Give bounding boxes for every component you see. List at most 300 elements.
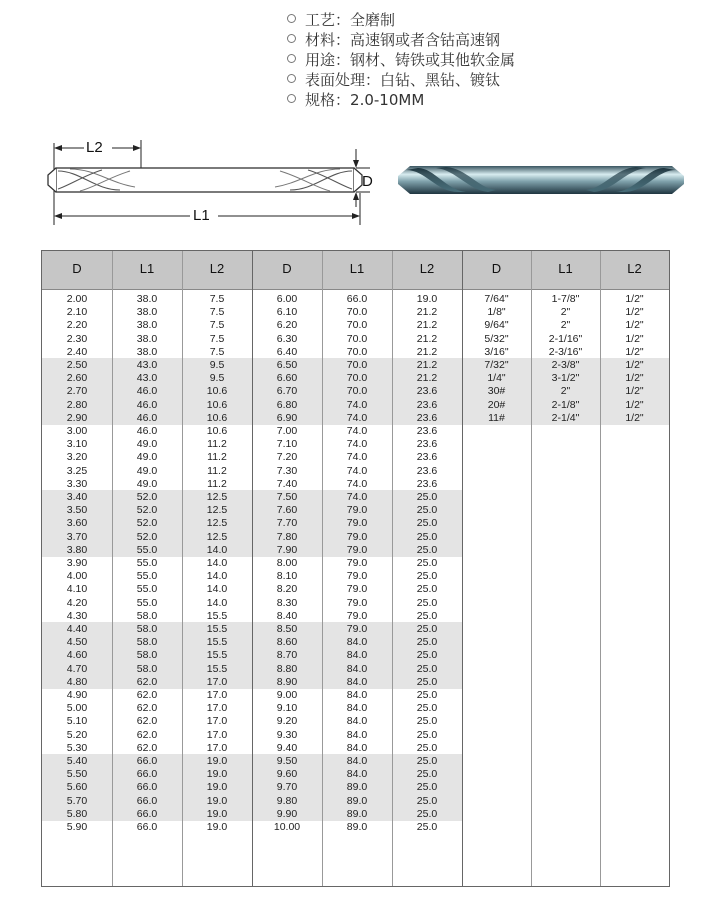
specification-table	[41, 250, 670, 887]
table-cell: 70.0	[346, 319, 368, 332]
column-header: D	[282, 261, 292, 276]
table-cell: 25.0	[416, 728, 438, 741]
table-cell: 2-1/4"	[551, 411, 580, 424]
table-cell: 9.90	[276, 807, 298, 820]
table-cell: 17.0	[206, 741, 228, 754]
table-cell: 30#	[487, 385, 506, 398]
table-cell: 38.0	[136, 319, 158, 332]
column-header: L2	[627, 261, 642, 276]
table-cell: 7.90	[276, 543, 298, 556]
table-cell: 3.80	[66, 543, 88, 556]
table-cell: 25.0	[416, 596, 438, 609]
column-divider	[322, 251, 323, 886]
table-cell: 15.5	[206, 649, 228, 662]
table-cell: 55.0	[136, 570, 158, 583]
d-dimension-label: D	[362, 173, 373, 190]
table-cell: 74.0	[346, 411, 368, 424]
table-cell: 1/2"	[625, 398, 644, 411]
table-cell: 9/64"	[484, 319, 509, 332]
spec-item	[287, 70, 515, 90]
table-cell: 2-3/16"	[548, 345, 583, 358]
table-cell: 6.50	[276, 359, 298, 371]
drill-product-photo	[396, 160, 686, 200]
table-cell: 46.0	[136, 385, 158, 398]
table-cell: 46.0	[136, 411, 158, 424]
table-cell: 52.0	[136, 504, 158, 517]
table-cell: 84.0	[346, 728, 368, 741]
spec-separator: ：	[365, 71, 381, 89]
spec-label: 规格	[305, 91, 336, 109]
table-cell: 9.80	[276, 794, 298, 807]
table-cell: 12.5	[206, 517, 228, 530]
table-cell: 25.0	[416, 741, 438, 754]
table-cell: 14.0	[206, 543, 228, 556]
table-cell: 25.0	[416, 570, 438, 583]
table-cell: 2.20	[66, 319, 88, 332]
table-cell: 9.30	[276, 728, 298, 741]
table-cell: 70.0	[346, 306, 368, 319]
spec-value: 全磨制	[350, 11, 396, 29]
table-cell: 10.6	[206, 385, 228, 398]
spec-item	[287, 30, 515, 50]
table-cell: 6.40	[276, 345, 298, 358]
table-cell: 8.80	[276, 662, 298, 675]
table-cell: 25.0	[416, 609, 438, 622]
table-cell: 19.0	[416, 293, 438, 305]
spec-item	[287, 90, 515, 110]
table-cell: 25.0	[416, 768, 438, 781]
table-cell: 23.6	[416, 385, 438, 398]
table-cell: 2.00	[66, 293, 88, 305]
column-header: L2	[419, 261, 435, 276]
table-cell: 11.2	[207, 464, 227, 477]
table-cell: 1/4"	[487, 372, 506, 385]
table-cell: 74.0	[346, 451, 368, 464]
column-divider	[462, 251, 463, 886]
table-cell: 66.0	[136, 807, 158, 820]
table-cell: 14.0	[206, 557, 228, 569]
table-cell: 25.0	[416, 530, 438, 543]
table-cell: 6.20	[276, 319, 298, 332]
column-divider	[252, 251, 253, 886]
table-cell: 3.10	[66, 438, 88, 451]
table-cell: 70.0	[346, 359, 368, 371]
table-cell: 58.0	[136, 623, 158, 635]
spec-label: 材料	[305, 31, 336, 49]
spec-value: 白钻、黑钻、镀钛	[380, 71, 501, 89]
table-cell: 74.0	[346, 464, 368, 477]
table-cell: 9.5	[209, 359, 225, 371]
table-cell: 79.0	[346, 543, 368, 556]
table-cell: 74.0	[346, 438, 368, 451]
table-cell: 55.0	[136, 543, 158, 556]
table-cell: 5.30	[66, 741, 88, 754]
table-cell: 17.0	[206, 702, 228, 715]
spec-separator: ：	[335, 11, 351, 29]
table-cell: 11.2	[207, 477, 227, 490]
table-cell: 1/2"	[625, 306, 644, 319]
table-cell: 52.0	[136, 530, 158, 543]
spec-label: 表面处理	[305, 71, 366, 89]
table-cell: 8.40	[276, 609, 298, 622]
table-cell: 17.0	[206, 728, 228, 741]
table-cell: 62.0	[136, 702, 158, 715]
table-cell: 25.0	[416, 557, 438, 569]
table-cell: 58.0	[136, 649, 158, 662]
table-cell: 2"	[560, 385, 571, 398]
table-cell: 58.0	[136, 636, 158, 649]
column-divider	[112, 251, 113, 886]
table-cell: 25.0	[416, 781, 438, 794]
table-cell: 89.0	[346, 821, 368, 833]
table-cell: 25.0	[416, 504, 438, 517]
table-cell: 70.0	[346, 332, 368, 345]
spec-value: 2.0-10MM	[350, 91, 425, 109]
table-cell: 4.40	[66, 623, 88, 635]
l2-dimension-label: L2	[86, 139, 103, 156]
circle-bullet-icon	[287, 94, 296, 103]
table-cell: 4.80	[66, 675, 88, 688]
table-cell: 55.0	[136, 557, 158, 569]
table-cell: 84.0	[346, 715, 368, 728]
table-cell: 11.2	[207, 451, 227, 464]
table-cell: 25.0	[416, 807, 438, 820]
table-cell: 25.0	[416, 583, 438, 596]
table-cell: 14.0	[206, 570, 228, 583]
table-cell: 25.0	[416, 649, 438, 662]
table-cell: 3/16"	[484, 345, 509, 358]
table-cell: 25.0	[416, 755, 438, 767]
table-cell: 74.0	[346, 491, 368, 503]
table-cell: 8.90	[276, 675, 298, 688]
table-cell: 79.0	[346, 570, 368, 583]
table-cell: 2.70	[66, 385, 88, 398]
spec-value: 钢材、铸铁或其他软金属	[350, 51, 516, 69]
circle-bullet-icon	[287, 74, 296, 83]
table-cell: 7.30	[276, 464, 298, 477]
table-cell: 7.80	[276, 530, 298, 543]
table-cell: 7.00	[276, 425, 298, 437]
table-cell: 7.10	[276, 438, 298, 451]
table-cell: 8.10	[276, 570, 298, 583]
table-cell: 8.50	[276, 623, 298, 635]
table-cell: 23.6	[416, 411, 438, 424]
circle-bullet-icon	[287, 34, 296, 43]
table-cell: 84.0	[346, 662, 368, 675]
table-cell: 89.0	[346, 807, 368, 820]
table-cell: 66.0	[136, 821, 158, 833]
table-cell: 25.0	[416, 662, 438, 675]
table-cell: 21.2	[416, 332, 438, 345]
table-cell: 4.50	[66, 636, 88, 649]
table-cell: 8.70	[276, 649, 298, 662]
table-cell: 3.20	[66, 451, 88, 464]
table-cell: 3.00	[66, 425, 88, 437]
table-cell: 6.90	[276, 411, 298, 424]
table-cell: 6.00	[276, 293, 298, 305]
spec-separator: ：	[335, 31, 351, 49]
table-cell: 74.0	[346, 477, 368, 490]
table-cell: 8.60	[276, 636, 298, 649]
table-cell: 8.30	[276, 596, 298, 609]
table-cell: 84.0	[346, 702, 368, 715]
table-cell: 23.6	[416, 438, 438, 451]
table-cell: 84.0	[346, 649, 368, 662]
table-cell: 9.70	[276, 781, 298, 794]
table-cell: 7.5	[209, 306, 225, 319]
table-cell: 11#	[488, 411, 505, 424]
table-cell: 79.0	[346, 609, 368, 622]
table-cell: 70.0	[346, 385, 368, 398]
table-cell: 66.0	[346, 293, 368, 305]
table-cell: 2-3/8"	[551, 359, 580, 371]
table-cell: 2.50	[66, 359, 88, 371]
table-cell: 74.0	[346, 398, 368, 411]
table-cell: 21.2	[416, 345, 438, 358]
table-cell: 10.6	[206, 425, 228, 437]
table-cell: 12.5	[206, 530, 228, 543]
table-cell: 23.6	[416, 398, 438, 411]
table-cell: 6.60	[276, 372, 298, 385]
table-cell: 46.0	[136, 425, 158, 437]
table-cell: 79.0	[346, 623, 368, 635]
table-cell: 89.0	[346, 781, 368, 794]
table-cell: 62.0	[136, 741, 158, 754]
table-cell: 4.70	[66, 662, 88, 675]
table-cell: 6.10	[276, 306, 298, 319]
table-cell: 9.10	[276, 702, 298, 715]
table-cell: 4.10	[66, 583, 88, 596]
table-cell: 3.60	[66, 517, 88, 530]
table-cell: 25.0	[416, 689, 438, 701]
table-cell: 17.0	[206, 689, 228, 701]
table-cell: 84.0	[346, 768, 368, 781]
table-cell: 7.5	[209, 293, 225, 305]
table-cell: 49.0	[136, 451, 158, 464]
table-cell: 5.60	[66, 781, 88, 794]
table-cell: 49.0	[136, 464, 158, 477]
spec-value: 高速钢或者含钴高速钢	[350, 31, 501, 49]
table-cell: 66.0	[136, 755, 158, 767]
table-cell: 3.70	[66, 530, 88, 543]
table-cell: 5.70	[66, 794, 88, 807]
table-cell: 6.70	[276, 385, 298, 398]
table-cell: 55.0	[136, 583, 158, 596]
table-cell: 2.40	[66, 345, 88, 358]
table-cell: 25.0	[416, 675, 438, 688]
table-cell: 9.5	[209, 372, 225, 385]
column-divider	[392, 251, 393, 886]
column-header: L1	[139, 261, 155, 276]
table-cell: 84.0	[346, 689, 368, 701]
table-cell: 12.5	[206, 504, 228, 517]
table-cell: 17.0	[206, 675, 228, 688]
table-cell: 79.0	[346, 583, 368, 596]
table-cell: 5.20	[66, 728, 88, 741]
drill-photo-graphic	[396, 160, 686, 200]
table-cell: 52.0	[136, 517, 158, 530]
table-cell: 21.2	[416, 359, 438, 371]
table-cell: 74.0	[346, 425, 368, 437]
table-cell: 23.6	[416, 425, 438, 437]
table-cell: 1/2"	[625, 345, 644, 358]
table-cell: 25.0	[416, 636, 438, 649]
table-cell: 7.20	[276, 451, 298, 464]
table-cell: 25.0	[416, 623, 438, 635]
table-cell: 38.0	[136, 332, 158, 345]
table-cell: 8.00	[276, 557, 298, 569]
table-cell: 3.25	[66, 464, 88, 477]
table-cell: 2"	[560, 319, 571, 332]
column-header: L1	[349, 261, 365, 276]
table-cell: 12.5	[206, 491, 228, 503]
column-header: L1	[558, 261, 573, 276]
table-cell: 43.0	[136, 359, 158, 371]
table-cell: 62.0	[136, 675, 158, 688]
table-cell: 5.10	[66, 715, 88, 728]
table-cell: 19.0	[206, 781, 228, 794]
table-cell: 21.2	[416, 372, 438, 385]
table-cell: 23.6	[416, 464, 438, 477]
column-divider	[531, 251, 532, 886]
table-cell: 4.00	[66, 570, 88, 583]
table-cell: 21.2	[416, 319, 438, 332]
spec-separator: ：	[335, 91, 351, 109]
table-cell: 19.0	[206, 768, 228, 781]
table-cell: 14.0	[206, 583, 228, 596]
table-cell: 9.40	[276, 741, 298, 754]
table-cell: 38.0	[136, 306, 158, 319]
table-cell: 2-1/8"	[551, 398, 580, 411]
table-cell: 66.0	[136, 794, 158, 807]
table-cell: 6.80	[276, 398, 298, 411]
table-cell: 20#	[487, 398, 506, 411]
table-cell: 21.2	[416, 306, 438, 319]
table-cell: 19.0	[206, 755, 228, 767]
drill-dimension-drawing	[40, 135, 375, 230]
table-cell: 1/2"	[625, 332, 644, 345]
table-cell: 3.50	[66, 504, 88, 517]
table-cell: 4.90	[66, 689, 88, 701]
table-cell: 5.00	[66, 702, 88, 715]
table-cell: 66.0	[136, 781, 158, 794]
column-divider	[600, 251, 601, 886]
table-cell: 19.0	[206, 821, 228, 833]
table-cell: 8.20	[276, 583, 298, 596]
table-cell: 2.80	[66, 398, 88, 411]
table-cell: 79.0	[346, 557, 368, 569]
table-cell: 1/2"	[625, 359, 644, 371]
table-cell: 15.5	[206, 609, 228, 622]
table-cell: 19.0	[206, 807, 228, 820]
table-cell: 1/2"	[625, 319, 644, 332]
table-cell: 62.0	[136, 728, 158, 741]
table-cell: 10.6	[206, 411, 228, 424]
table-cell: 79.0	[346, 596, 368, 609]
table-cell: 79.0	[346, 504, 368, 517]
l1-dimension-label: L1	[193, 207, 210, 224]
column-header: L2	[209, 261, 225, 276]
table-cell: 25.0	[416, 517, 438, 530]
table-cell: 4.20	[66, 596, 88, 609]
table-cell: 58.0	[136, 662, 158, 675]
table-cell: 84.0	[346, 741, 368, 754]
table-cell: 84.0	[346, 755, 368, 767]
table-cell: 38.0	[136, 345, 158, 358]
circle-bullet-icon	[287, 14, 296, 23]
table-cell: 9.60	[276, 768, 298, 781]
table-cell: 7.5	[209, 345, 225, 358]
table-cell: 15.5	[206, 636, 228, 649]
table-cell: 15.5	[206, 662, 228, 675]
table-cell: 70.0	[346, 345, 368, 358]
table-cell: 7/32"	[484, 359, 509, 371]
table-cell: 17.0	[206, 715, 228, 728]
table-cell: 52.0	[136, 491, 158, 503]
table-cell: 10.00	[273, 821, 301, 833]
table-cell: 49.0	[136, 438, 158, 451]
spec-separator: ：	[335, 51, 351, 69]
table-cell: 25.0	[416, 491, 438, 503]
table-cell: 46.0	[136, 398, 158, 411]
table-cell: 2.90	[66, 411, 88, 424]
table-cell: 4.60	[66, 649, 88, 662]
table-cell: 84.0	[346, 636, 368, 649]
table-cell: 9.00	[276, 689, 298, 701]
table-cell: 79.0	[346, 517, 368, 530]
table-cell: 4.30	[66, 609, 88, 622]
table-cell: 25.0	[416, 543, 438, 556]
table-cell: 9.50	[276, 755, 298, 767]
table-cell: 25.0	[416, 702, 438, 715]
table-cell: 1/2"	[625, 411, 644, 424]
table-cell: 1/2"	[625, 293, 644, 305]
table-cell: 5.40	[66, 755, 88, 767]
table-cell: 3-1/2"	[551, 372, 580, 385]
table-cell: 5.50	[66, 768, 88, 781]
table-cell: 14.0	[206, 596, 228, 609]
spec-label: 用途	[305, 51, 336, 69]
table-cell: 2.10	[66, 306, 88, 319]
table-cell: 5.90	[66, 821, 88, 833]
table-cell: 3.40	[66, 491, 88, 503]
table-cell: 1/8"	[487, 306, 506, 319]
spec-item	[287, 10, 515, 30]
table-cell: 11.2	[207, 438, 227, 451]
table-cell: 2.30	[66, 332, 88, 345]
table-cell: 5/32"	[484, 332, 509, 345]
table-cell: 49.0	[136, 477, 158, 490]
table-cell: 84.0	[346, 675, 368, 688]
table-cell: 1/2"	[625, 372, 644, 385]
table-cell: 2.60	[66, 372, 88, 385]
table-cell: 58.0	[136, 609, 158, 622]
table-cell: 7/64"	[484, 293, 509, 305]
table-cell: 1/2"	[625, 385, 644, 398]
table-cell: 1-7/8"	[551, 293, 580, 305]
table-cell: 79.0	[346, 530, 368, 543]
table-cell: 25.0	[416, 794, 438, 807]
table-cell: 7.40	[276, 477, 298, 490]
table-cell: 23.6	[416, 477, 438, 490]
table-cell: 38.0	[136, 293, 158, 305]
table-cell: 23.6	[416, 451, 438, 464]
table-cell: 89.0	[346, 794, 368, 807]
table-cell: 19.0	[206, 794, 228, 807]
table-cell: 7.70	[276, 517, 298, 530]
table-cell: 25.0	[416, 715, 438, 728]
table-cell: 3.90	[66, 557, 88, 569]
